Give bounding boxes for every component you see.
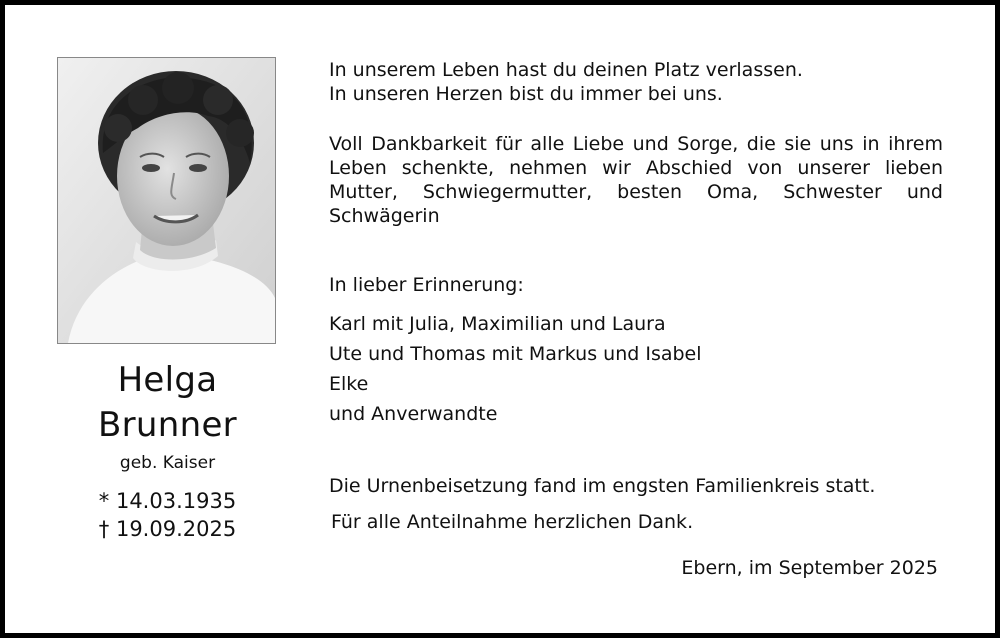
family-member: Elke — [329, 373, 369, 395]
remembrance-heading: In lieber Erinnerung: — [329, 274, 524, 296]
birth-date: * 14.03.1935 — [98, 489, 237, 513]
deceased-first-name: Helga — [117, 360, 218, 400]
family-member: Ute und Thomas mit Markus und Isabel — [329, 343, 702, 365]
family-member: und Anverwandte — [329, 403, 498, 425]
quote-line: In unserem Leben hast du deinen Platz verlassen. — [329, 59, 803, 81]
thanks-note: Für alle Anteilnahme herzlichen Dank. — [331, 511, 694, 533]
death-date: † 19.09.2025 — [98, 517, 237, 541]
farewell-paragraph: Voll Dankbarkeit für alle Liebe und Sorge, die sie uns in ihrem Leben schenkte, nehmen wir Abschied von unserer lieben Mutter, Schwiegermutter, besten Oma, Schwester und Schwägerin — [329, 133, 943, 227]
family-list — [329, 309, 702, 429]
deceased-last-name: Brunner — [98, 405, 237, 445]
memorial-quote — [329, 58, 803, 106]
urn-notice: Die Urnenbeisetzung fand im engsten Familienkreis statt. — [329, 475, 876, 497]
birth-name: geb. Kaiser — [119, 453, 216, 473]
place-date: Ebern, im September 2025 — [681, 557, 938, 579]
family-member: Karl mit Julia, Maximilian und Laura — [329, 313, 666, 335]
quote-line: In unseren Herzen bist du immer bei uns. — [329, 83, 723, 105]
portrait-photo — [57, 57, 276, 344]
